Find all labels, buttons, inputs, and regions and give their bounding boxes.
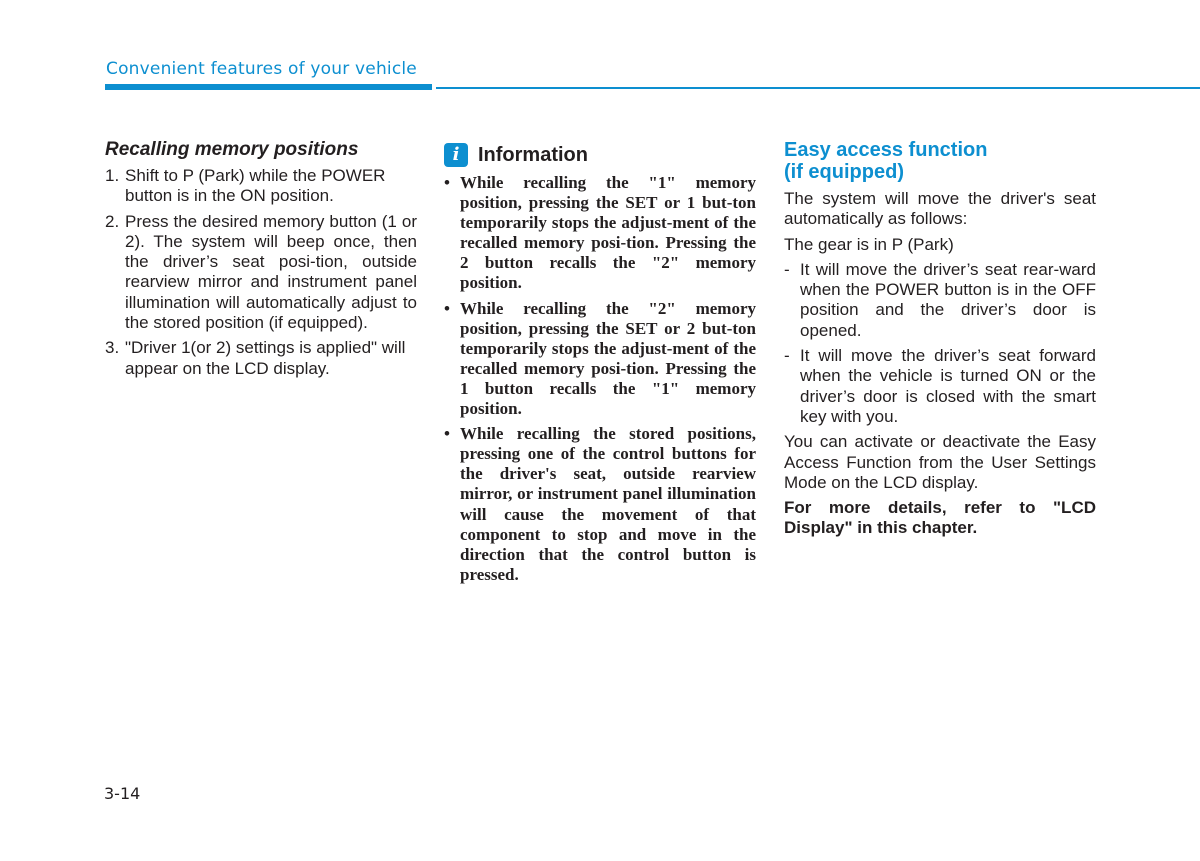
header-rule-thin <box>436 87 1200 89</box>
more-details-reference: For more details, refer to "LCD Display" in this chapter. <box>784 498 1096 538</box>
column-information <box>444 143 756 590</box>
header-rule-thick <box>105 84 432 90</box>
column-easy-access <box>784 139 1096 544</box>
step-number: 3. <box>105 338 120 358</box>
page-number: 3-14 <box>104 784 141 803</box>
easy-access-heading <box>784 139 1096 183</box>
step-text: Press the desired memory button (1 or 2). The system will beep once, then the driver’s seat posi-tion, outside rearview mirror and instrument panel illumination will automatically adjust to the stored position (if equipped). <box>125 211 417 333</box>
recalling-memory-heading: Recalling memory positions <box>105 139 359 160</box>
list-item <box>444 299 756 420</box>
list-item <box>105 212 417 334</box>
information-icon: i <box>444 143 468 167</box>
dash-marker: - <box>784 346 790 366</box>
gear-condition: The gear is in P (Park) <box>784 234 954 254</box>
page-section-title: Convenient features of your vehicle <box>106 59 417 79</box>
list-item <box>784 346 1096 427</box>
easy-access-rule: It will move the driver’s seat rear-ward when the POWER button is in the OFF position and the driver’s door is opened. <box>800 259 1096 340</box>
information-header <box>444 143 756 167</box>
dash-marker: - <box>784 259 790 279</box>
recall-steps-list <box>105 166 417 379</box>
easy-access-heading-line2: (if equipped) <box>784 161 904 183</box>
easy-access-heading-line1: Easy access function <box>784 139 988 161</box>
bullet: • <box>444 298 450 318</box>
information-list <box>444 173 756 585</box>
list-item <box>105 166 417 207</box>
easy-access-rule: It will move the driver’s seat forward when the vehicle is turned ON or the driver’s door is closed with the smart key with you. <box>800 346 1096 426</box>
activate-instructions: You can activate or deactivate the Easy Access Function from the User Settings Mode on the LCD display. <box>784 432 1096 492</box>
step-text: Shift to P (Park) while the POWER button is in the ON position. <box>125 166 386 206</box>
list-item <box>105 338 417 379</box>
step-text: "Driver 1(or 2) settings is applied" will appear on the LCD display. <box>125 338 406 378</box>
list-item <box>444 173 756 294</box>
information-text: While recalling the "1" memory position, pressing the SET or 1 but-ton temporarily stops the adjust-ment of the recalled memory posi-tion. Pressing the 2 button recalls the "2" memory position. <box>460 173 756 293</box>
information-text: While recalling the stored positions, pressing one of the control buttons for the driver's seat, outside rearview mirror, or instrument panel illumination will cause the movement of that component to stop and move in the direction that the control button is pressed. <box>460 424 756 584</box>
column-recalling-memory <box>105 138 417 384</box>
information-text: While recalling the "2" memory position, pressing the SET or 2 but-ton temporarily stops the adjust-ment of the recalled memory posi-tion. Pressing the 1 button recalls the "1" memory position. <box>460 298 756 419</box>
list-item <box>784 260 1096 341</box>
list-item <box>444 424 756 585</box>
information-title: Information <box>478 143 588 166</box>
bullet: • <box>444 424 450 444</box>
bullet: • <box>444 173 450 192</box>
step-number: 1. <box>105 166 120 185</box>
step-number: 2. <box>105 211 120 231</box>
easy-access-intro: The system will move the driver's seat automatically as follows: <box>784 189 1096 229</box>
